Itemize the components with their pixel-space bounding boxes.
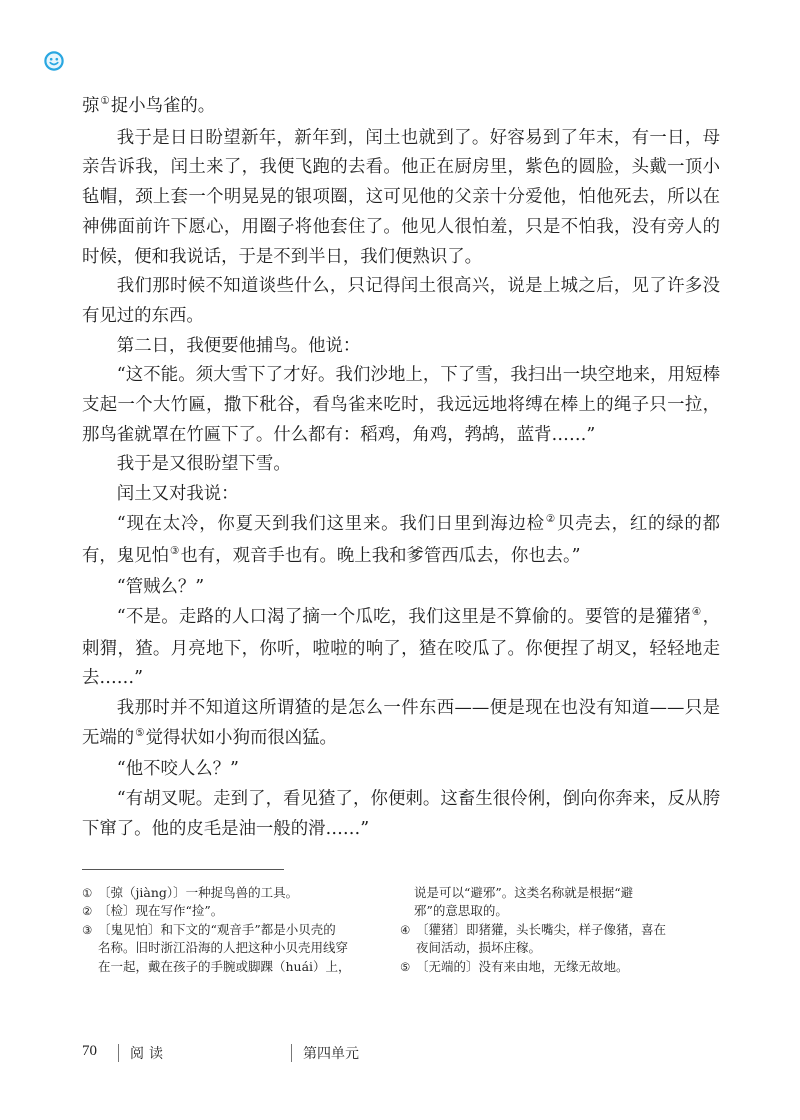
text-span: “不是。走路的人口渴了摘一个瓜吃，我们这里是不算偷的。要管的是獾猪: [116, 606, 691, 627]
footnote-text: [416, 921, 720, 958]
main-text: [82, 92, 720, 845]
paragraph-11: [82, 694, 720, 755]
footnote-2: [82, 902, 378, 920]
paragraph-1: [82, 92, 720, 124]
footer-section-label: 阅读: [130, 1046, 168, 1062]
text-span: ，刺猬，猹。月亮地下，你听，啦啦的响了，猹在咬瓜了。你便捏了胡叉，轻轻地走去……”: [82, 606, 720, 689]
footnote-text: 〔检〕现在写作“捡”。: [98, 903, 224, 919]
paragraph-9: “管贼么？”: [116, 577, 205, 598]
paragraph-6: 我于是又很盼望下雪。: [116, 454, 291, 475]
footnote-text: 〔弶（jiàng）〕一种捉鸟兽的工具。: [98, 885, 299, 900]
paragraph-4: 第二日，我便要他捕鸟。他说：: [116, 335, 361, 356]
paragraph-2: 我于是日日盼望新年，新年到，闰土也就到了。好容易到了年末，有一日，母亲告诉我，闰土来了，我便飞跑的去看。他正在厨房里，紫色的圆脸，头戴一顶小毡帽，颈上套一个明晃晃的银项圈，这可见他的父亲十分爱他，怕他死去，所以在神佛面前许下愿心，用圈子将他套住了。他见人很怕羞，只是不怕我，没有旁人的时候，便和我说话，于是不到半日，我们便熟识了。: [82, 127, 720, 267]
footnote-text: 〔无端的〕没有来由地，无缘无故地。: [416, 958, 629, 974]
footnote-divider: [82, 869, 284, 870]
footnotes-left-column: [82, 884, 378, 976]
paragraph-13: “有胡叉呢。走到了，看见猹了，你便刺。这畜生很伶俐，倒向你奔来，反从胯下窜了。他的皮毛是油一般的滑……”: [82, 789, 720, 839]
footnote-number: ④: [400, 922, 411, 937]
paragraph-3: 我们那时候不知道谈些什么，只记得闰土很高兴，说是上城之后，见了许多没有见过的东西。: [82, 276, 720, 326]
footnote-1: [82, 884, 378, 902]
text-span: 弶: [82, 96, 100, 116]
paragraph-5: “这不能。须大雪下了才好。我们沙地上，下了雪，我扫出一块空地来，用短棒支起一个大竹匾，撒下秕谷，看鸟雀来吃时，我远远地将缚在棒上的绳子只一拉，那鸟雀就罩在竹匾下了。什么都有：稻鸡，角鸡，鹁鸪，蓝背……”: [82, 365, 720, 445]
footnote-line: 说是可以“避邪”。这类名称就是根据“避: [414, 885, 634, 900]
footnote-number: ⑤: [400, 959, 411, 974]
footnote-line: 〔獾猪〕即猪獾，头长嘴尖，样子像猪，喜在: [416, 921, 667, 937]
footer-divider: [118, 1044, 119, 1062]
text-span: 我那时并不知道这所谓猹的是怎么一件东西——便是现在也没有知道——只是无端的: [82, 698, 720, 748]
paragraph-8: [82, 510, 720, 573]
smiley-face-icon: [44, 51, 64, 71]
footnote-3: [82, 921, 378, 976]
footnote-line: 〔鬼见怕〕和下文的“观音手”都是小贝壳的: [98, 921, 336, 937]
footnote-number: ①: [82, 886, 93, 900]
text-span: 贝壳去，红的绿的都有，鬼见怕: [82, 513, 720, 566]
paragraph-12: “他不咬人么？”: [116, 759, 239, 780]
footnote-number: ③: [82, 922, 93, 937]
footnote-ref-2[interactable]: ②: [545, 512, 557, 525]
text-span: 捉小鸟雀的。: [110, 96, 216, 116]
paragraph-10: [82, 603, 720, 694]
text-span: 也有，观音手也有。晚上我和爹管西瓜去，你也去。”: [180, 545, 581, 566]
footnote-5: [400, 958, 720, 976]
footnote-line: 夜间活动，损坏庄稼。: [416, 940, 542, 956]
footnote-ref-4[interactable]: ④: [691, 605, 702, 618]
footnote-line: 邪”的意思取的。: [414, 903, 508, 919]
page-number: 70: [82, 1043, 97, 1059]
footnote-3-continued: [400, 884, 720, 921]
footnote-4: [400, 921, 720, 958]
footnote-number: ②: [82, 904, 93, 919]
footnote-ref-3[interactable]: ③: [169, 544, 180, 557]
footnote-ref-5[interactable]: ⑤: [135, 726, 145, 739]
paragraph-7: 闰土又对我说：: [116, 484, 239, 505]
footer-unit-label: 第四单元: [303, 1046, 359, 1062]
text-span: 觉得状如小狗而很凶猛。: [145, 727, 337, 748]
footnote-line: 在一起，戴在孩子的手腕或脚踝（huái）上，: [98, 958, 351, 974]
text-span: “现在太冷，你夏天到我们这里来。我们日里到海边检: [116, 513, 545, 534]
footnote-line: 名称。旧时浙江沿海的人把这种小贝壳用线穿: [98, 940, 349, 956]
footnote-text: [98, 921, 378, 976]
footnote-ref-1[interactable]: ①: [100, 95, 110, 107]
footnotes-right-column: [400, 884, 720, 976]
footer-divider: [291, 1044, 292, 1062]
